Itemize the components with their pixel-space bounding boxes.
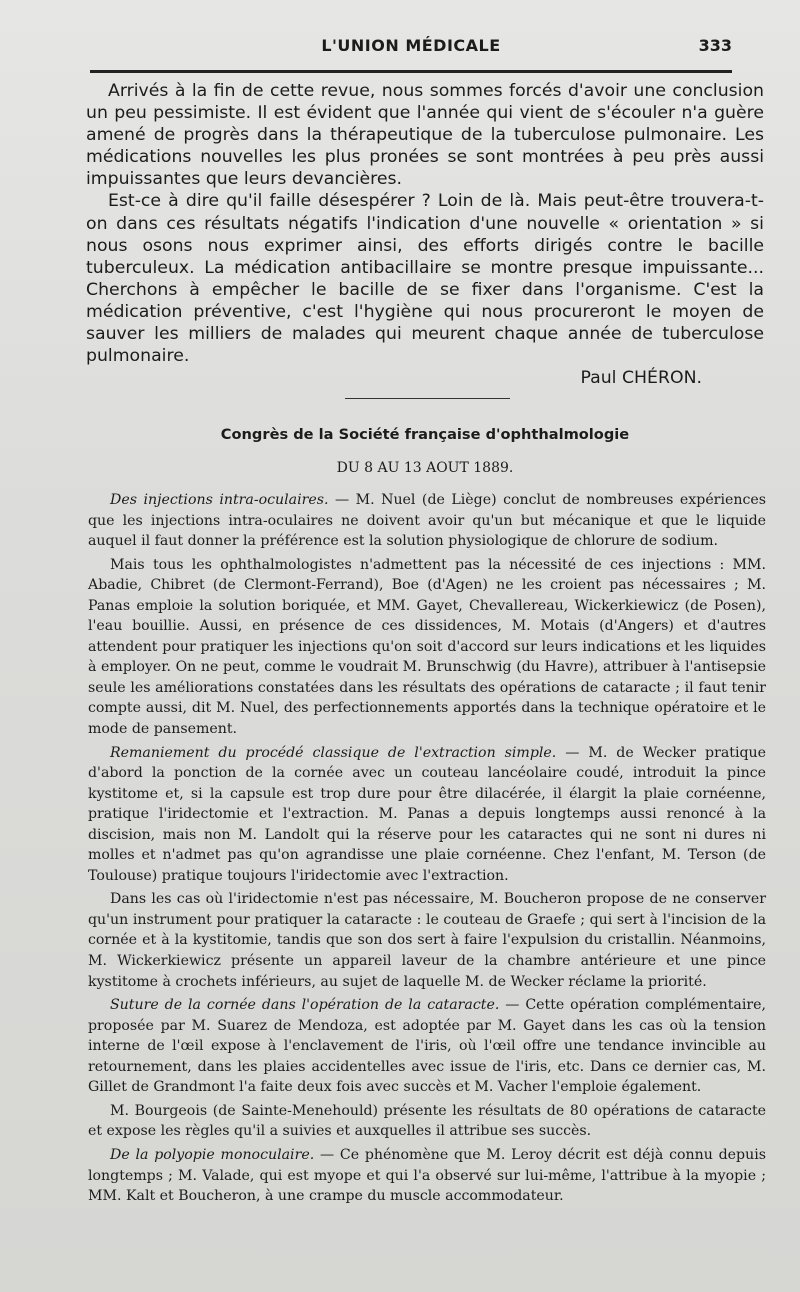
author-signature: Paul CHÉRON. [580,368,702,389]
paragraph-body: — M. de Wecker pratique d'abord la ponction de la cornée avec un couteau lancéolaire coudé, introduit la pince kystitome et, si la capsule est trop dure pour être dilacérée, il élargit la plaie cornéenne, pratique l'iridectomie et l'extraction. M. Panas a depuis longtemps aussi renoncé à la discision, mais non M. Landolt qui la réserve pour les cataractes qui ne sont ni dures ni molles et n'admet pas qu'on agrandisse une plaie cornéenne. Chez l'enfant, M. Terson (de Toulouse) pratique toujours l'iridectomie avec l'extraction. [88,744,766,884]
congress-report [88,490,766,1210]
paragraph-heading: Suture de la cornée dans l'opération de la cataracte. [110,997,500,1014]
paragraph-body: — Cette opération complémentaire, proposée par M. Suarez de Mendoza, est adoptée par M. Gayet dans les cas où la tension interne de l'œil expose à l'enclavement de l'iris, où l'œil offre une tendance invincible au retournement, dans les plaies accidentelles avec issue de l'iris, etc. Dans ce dernier cas, M. Gillet de Grandmont l'a faite deux fois avec succès et M. Vacher l'emploie également. [88,997,766,1096]
paragraph-body: Est-ce à dire qu'il faille désespérer ? Loin de là. Mais peut-être trouvera-t-on dans ces résultats négatifs l'indication d'une nouvelle « orientation » si nous osons nous exprimer ainsi, des efforts dirigés contre le bacille tuberculeux. La médication antibacillaire se montre presque impuissante... Cherchons à empêcher le bacille de se fixer dans l'organisme. C'est la médication préventive, c'est l'hygiène qui nous procureront le moyen de sauver les milliers de malades qui meurent chaque année de tuberculose pulmonaire. [86,191,764,367]
page-header [90,34,732,64]
paragraph [86,190,764,389]
paragraph-body: — Ce phénomène que M. Leroy décrit est déjà connu depuis longtemps ; M. Valade, qui est myope et qui l'a observé sur lui-même, l'attribue à la myopie ; MM. Kalt et Boucheron, à une crampe du muscle accommodateur. [88,1146,766,1205]
paragraph [88,1145,766,1207]
paragraph [88,995,766,1098]
paragraph: M. Bourgeois (de Sainte-Menehould) présente les résultats de 80 opérations de cataracte et expose les règles qu'il a suivies et auxquelles il attribue ses succès. [88,1102,766,1140]
paragraph [88,490,766,552]
paragraph-body: — M. Nuel (de Liège) conclut de nombreuses expériences que les injections intra-oculaires ne doivent avoir qu'un but mécanique et que le liquide auquel il faut donner la préférence est la solution physiologique de chlorure de sodium. [88,492,766,550]
running-title: L'UNION MÉDICALE [321,36,501,55]
paragraph-heading: Des injections intra-oculaires. [110,492,329,508]
section-title: Congrès de la Société française d'ophthalmologie [220,426,630,443]
page-number: 333 [698,36,732,55]
paragraph: Arrivés à la fin de cette revue, nous sommes forcés d'avoir une conclusion un peu pessimiste. Il est évident que l'année qui vient de s'écouler n'a guère amené de progrès dans la thérapeutique de la tuberculose pulmonaire. Les médications nouvelles les plus pronées se sont montrées à peu près aussi impuissantes que leurs devancières. [86,81,764,190]
paragraph-heading: De la polyopie monoculaire. [110,1146,315,1163]
section-divider [345,398,510,399]
header-rule [90,70,732,73]
paragraph: Dans les cas où l'iridectomie n'est pas nécessaire, M. Boucheron propose de ne conserver qu'un instrument pour pratiquer la cataracte : le couteau de Graefe ; qui sert à l'incision de la cornée et à la kystitomie, tandis que son dos sert à faire l'expulsion du cristallin. Néanmoins, M. Wickerkiewicz présente un appareil laveur de la chambre antérieure et une pince kystitome à crochets inférieurs, au sujet de laquelle M. de Wecker réclame la priorité. [88,891,766,990]
article-conclusion [86,80,764,389]
paragraph [88,743,766,887]
section-dates: DU 8 AU 13 AOUT 1889. [336,460,514,476]
paragraph-heading: Remaniement du procédé classique de l'extraction simple. [110,744,557,761]
paragraph: Mais tous les ophthalmologistes n'admettent pas la nécessité de ces injections : MM. Abadie, Chibret (de Clermont-Ferrand), Boe (d'Agen) ne les croient pas nécessaires ; M. Panas emploie la solution boriquée, et MM. Gayet, Chevallereau, Wickerkiewicz (de Posen), l'eau bouillie. Aussi, en présence de ces dissidences, M. Motais (d'Angers) et d'autres attendent pour pratiquer les injections qu'on soit d'accord sur leurs indications et les liquides à employer. On ne peut, comme le voudrait M. Brunschwig (du Havre), attribuer à l'antisepsie seule les améliorations constatées dans les résultats des opérations de cataracte ; il faut tenir compte aussi, dit M. Nuel, des perfectionnements apportés dans la technique opératoire et le mode de pansement. [88,556,766,738]
